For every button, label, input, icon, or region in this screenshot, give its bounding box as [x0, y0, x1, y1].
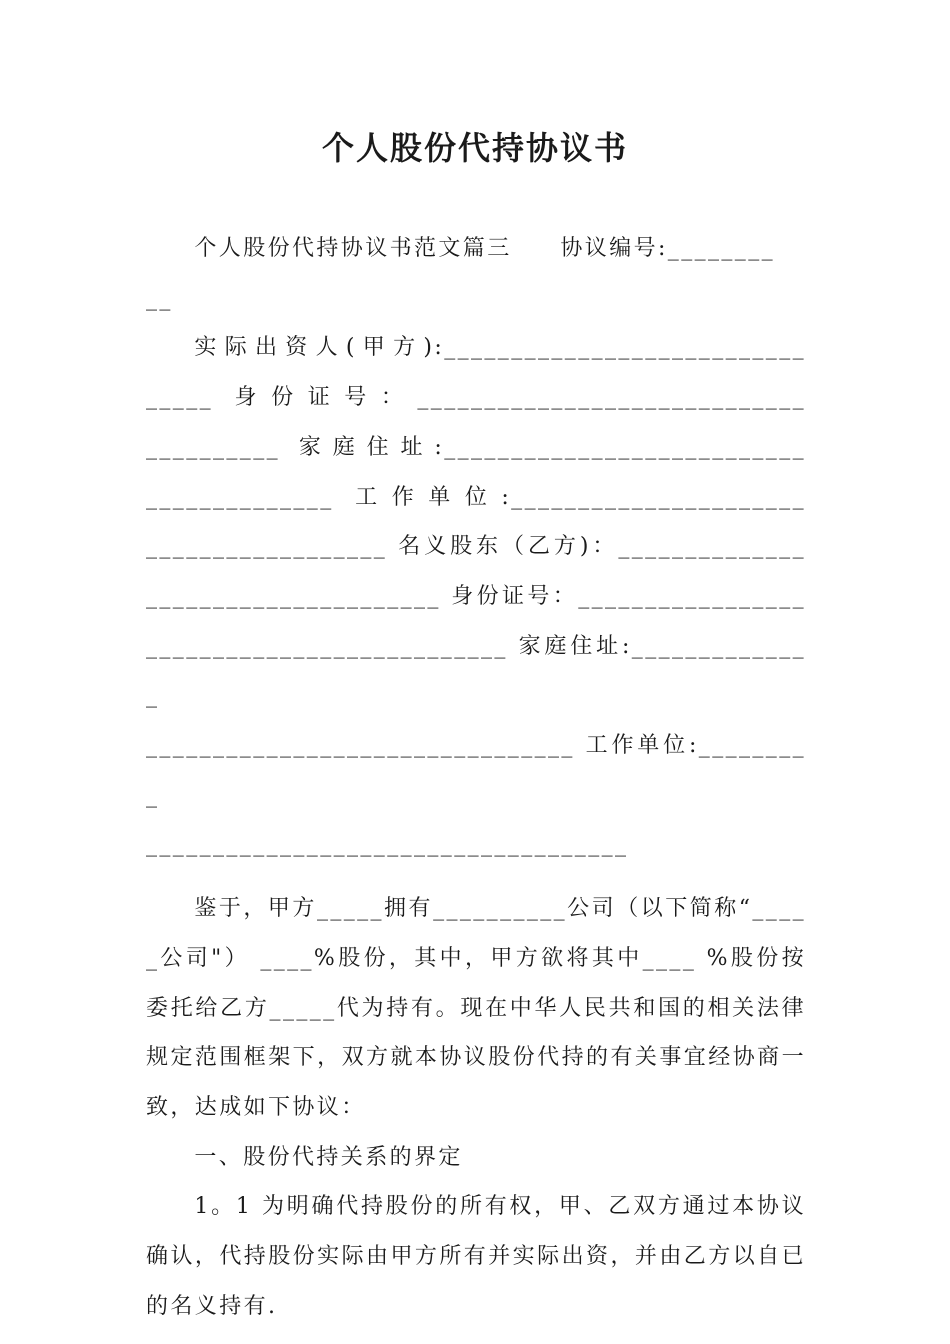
form-line-nominee: __________________ 名义股东（乙方)：______________: [146, 534, 806, 560]
form-line-nominee-id: ______________________ 身份证号：_________________: [146, 583, 806, 609]
document-title: 个人股份代持协议书: [321, 129, 628, 167]
form-line-end: ____________________________________: [146, 832, 629, 858]
document-body: [146, 224, 806, 1331]
form-line-investor: 实际出资人(甲方):___________________________: [194, 335, 806, 361]
form-line-investor-workplace: ______________ 工作单位:______________________: [146, 484, 806, 510]
intro-line-2: __: [146, 285, 173, 311]
form-line-investor-id: _____ 身份证号：_____________________________: [146, 385, 806, 411]
intro-line-1: 个人股份代持协议书范文篇三 协议编号:________: [194, 236, 776, 261]
paragraph-gap: [146, 870, 806, 884]
form-line-nominee-address: ___________________________ 家庭住址:______________: [146, 633, 806, 709]
form-line-investor-address: __________ 家庭住址:___________________________: [146, 434, 806, 460]
section-heading-1: 一、股份代持关系的界定: [194, 1144, 463, 1170]
clause-1-1: 1。1 为明确代持股份的所有权，甲、乙双方通过本协议确认，代持股份实际由甲方所有并实际出资，并由乙方以自已的名义持有.: [146, 1194, 806, 1319]
paragraph-recitals: 鉴于，甲方_____拥有__________公司（以下简称“_____公司"） ____%股份，其中，甲方欲将其中____ %股份按委托给乙方_____代为持有。现在中华人民共和国的相关法律规定范围框架下，双方就本协议股份代持的有关事宜经协商一致，达成如下协议：: [146, 896, 806, 1120]
form-line-nominee-workplace: ________________________________ 工作单位:_________: [146, 733, 806, 808]
